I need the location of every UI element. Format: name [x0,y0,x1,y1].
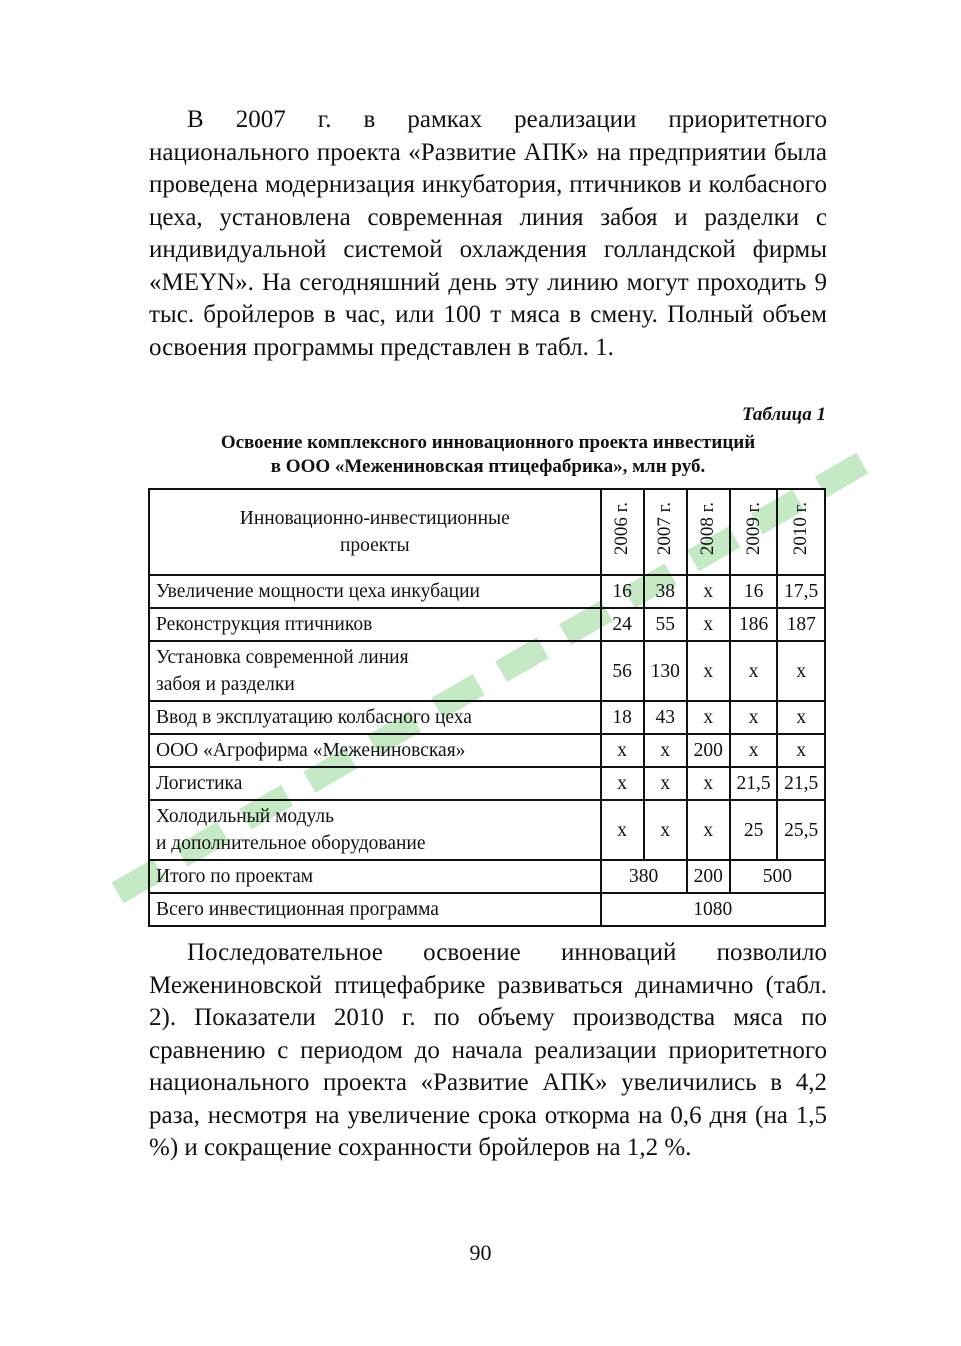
cell-value: х [601,734,644,767]
cell-value: х [601,800,644,860]
cell-value: 21,5 [730,767,778,800]
cell-value: 130 [644,641,687,701]
row-name [149,641,601,701]
table-title-line1: Освоение комплексного инновационного проекта инвестиций [220,432,756,453]
intro-paragraph: В 2007 г. в рамках реализации приоритетного национального проекта «Развитие АПК» на предприятии была проведена модернизация инкубатория, птичников и колбасного цеха, установлена современная линия забоя и разделки с индивидуальной системой охлаждения голландской фирмы «MEYN». На сегодняшний день эту линию могут проходить 9 тыс. бройлеров в час, или 100 т мяса в смену. Полный объем освоения программы представлен в табл. 1. [149,106,827,361]
cell-value: х [644,800,687,860]
header-year-2008 [687,489,730,575]
row-name: Ввод в эксплуатацию колбасного цеха [149,701,601,734]
cell-value: х [601,767,644,800]
cell-value: х [687,575,730,608]
header-year-2006 [601,489,644,575]
cell-value: 186 [730,608,778,641]
header-projects-line2: проекты [339,535,410,556]
header-year-2009 [730,489,778,575]
total-program-value: 1080 [601,893,825,926]
header-projects-line1: Инновационно-инвестиционные [239,508,510,529]
table-row [149,608,825,641]
cell-value: 24 [601,608,644,641]
conclusion-paragraph: Последовательное освоение инноваций позволило Межениновской птицефабрике развиваться динамично (табл. 2). Показатели 2010 г. по объему производства мяса по сравнению с периодом до начала реализации приоритетного национального проекта «Развитие АПК» увеличились в 4,2 раза, несмотря на увеличение срока откорма на 0,6 дня (на 1,5 %) и сокращение сохранности бройлеров на 1,2 %. [149,939,827,1161]
cell-value: 43 [644,701,687,734]
cell-value: 21,5 [777,767,825,800]
cell-value: х [644,734,687,767]
investment-table [148,488,826,927]
cell-value: 38 [644,575,687,608]
row-name: Увеличение мощности цеха инкубации [149,575,601,608]
cell-value: 16 [601,575,644,608]
cell-value: х [687,641,730,701]
year-label: 2006 г. [611,502,633,556]
year-label: 2007 г. [654,502,676,556]
cell-value: х [687,800,730,860]
table-row [149,734,825,767]
row-name-line1: Холодильный модуль [156,806,335,827]
header-year-2010 [777,489,825,575]
cell-value: 56 [601,641,644,701]
total-program-label: Всего инвестиционная программа [149,893,601,926]
table-row [149,767,825,800]
row-name: Логистика [149,767,601,800]
cell-value: 17,5 [777,575,825,608]
table-title [149,431,827,479]
row-name-line2: и дополнительное оборудование [156,833,426,854]
cell-value: х [777,734,825,767]
total-projects-label: Итого по проектам [149,860,601,893]
row-name-line1: Установка современной линия [156,647,409,668]
cell-value: 25 [730,800,778,860]
row-name: Реконструкция птичников [149,608,601,641]
cell-value: 55 [644,608,687,641]
table-label: Таблица 1 [741,404,826,425]
table-row [149,575,825,608]
year-label: 2009 г. [742,502,764,556]
cell-value: х [644,767,687,800]
cell-value: 18 [601,701,644,734]
header-projects [149,489,601,575]
cell-value: х [687,767,730,800]
page-number: 90 [469,1240,492,1265]
year-label: 2008 г. [697,502,719,556]
cell-value: 16 [730,575,778,608]
cell-value: х [687,608,730,641]
cell-value: 187 [777,608,825,641]
year-label: 2010 г. [790,502,812,556]
table-title-line2: в ООО «Межениновская птицефабрика», млн руб. [270,456,706,477]
total-program-row [149,893,825,926]
cell-value: х [687,701,730,734]
table-row [149,641,825,701]
row-name-line2: забоя и разделки [156,674,295,695]
header-year-2007 [644,489,687,575]
total-projects-row [149,860,825,893]
total-2006-2007: 380 [601,860,687,893]
cell-value: х [730,701,778,734]
cell-value: х [730,734,778,767]
cell-value: 200 [687,734,730,767]
cell-value: 25,5 [777,800,825,860]
cell-value: х [777,701,825,734]
row-name: ООО «Агрофирма «Межениновская» [149,734,601,767]
row-name [149,800,601,860]
cell-value: х [777,641,825,701]
table-row [149,701,825,734]
total-2009-2010: 500 [730,860,825,893]
table-row [149,800,825,860]
table-header-row [149,489,825,575]
total-2008: 200 [687,860,730,893]
cell-value: х [730,641,778,701]
